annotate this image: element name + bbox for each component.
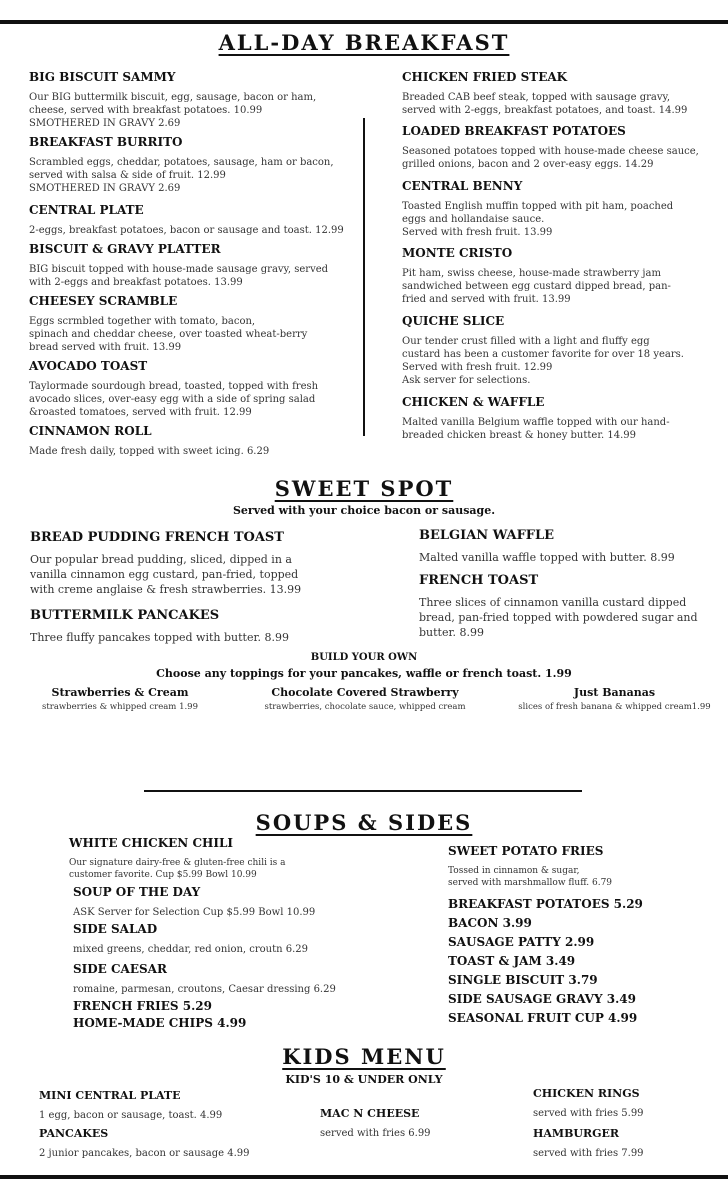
topping-name: Just Bananas: [573, 686, 656, 699]
top-border: [0, 20, 728, 24]
item-name: AVOCADO TOAST: [29, 359, 148, 373]
build-your-own-subtitle: Choose any toppings for your pancakes, waffle or french toast. 1.99: [156, 667, 572, 680]
menu-item: [402, 124, 722, 171]
item-desc: mixed greens, cheddar, red onion, croutn 6.29: [73, 944, 309, 955]
side-item: SINGLE BISCUIT 3.79: [448, 973, 598, 987]
item-name: BUTTERMILK PANCAKES: [30, 608, 220, 623]
item-desc: served with fries 6.99: [320, 1128, 431, 1139]
item-name: BELGIAN WAFFLE: [419, 528, 555, 543]
item-desc: Toasted English muffin topped with pit ham, poached eggs and hollandaise sauce. Served with fresh fruit. 13.99: [402, 201, 674, 238]
item-desc: served with fries 5.99: [533, 1108, 644, 1119]
side-item: HOME-MADE CHIPS 4.99: [73, 1016, 247, 1030]
item-name: WHITE CHICKEN CHILI: [69, 836, 234, 850]
item-desc: Our BIG buttermilk biscuit, egg, sausage, bacon or ham, cheese, served with breakfast potatoes. 10.99 SMOTHERED IN GRAVY 2.69: [29, 92, 317, 129]
side-item: BREAKFAST POTATOES 5.29: [448, 897, 643, 911]
item-name: MONTE CRISTO: [402, 246, 513, 260]
menu-item: [29, 294, 359, 354]
item-name: BREAD PUDDING FRENCH TOAST: [30, 530, 284, 545]
menu-item: [30, 530, 360, 597]
item-name: MINI CENTRAL PLATE: [39, 1089, 181, 1102]
item-name: BISCUIT & GRAVY PLATTER: [29, 242, 221, 256]
item-name: FRENCH TOAST: [419, 573, 539, 588]
menu-item: [419, 528, 724, 565]
menu-item: [320, 1107, 500, 1140]
bottom-border: [0, 1175, 728, 1179]
topping-name: Chocolate Covered Strawberry: [271, 686, 459, 699]
menu-item: [533, 1127, 713, 1160]
item-name: PANCAKES: [39, 1127, 109, 1140]
menu-item: [73, 885, 393, 919]
item-desc: Three slices of cinnamon vanilla custard dipped bread, pan-fried topped with powdered sugar and butter. 8.99: [419, 596, 698, 639]
menu-item: [73, 962, 393, 996]
item-name: CHICKEN FRIED STEAK: [402, 70, 568, 84]
item-desc: served with fries 7.99: [533, 1148, 644, 1159]
menu-item: [402, 179, 722, 239]
side-item: SAUSAGE PATTY 2.99: [448, 935, 595, 949]
item-desc: Eggs scrmbled together with tomato, bacon, spinach and cheddar cheese, over toasted wheat-berry bread served with fruit. 13.99: [29, 316, 308, 353]
item-name: HAMBURGER: [533, 1127, 620, 1140]
item-desc: Pit ham, swiss cheese, house-made strawberry jam sandwiched between egg custard dipped bread, pan- fried and served with fruit. 13.99: [402, 268, 671, 305]
item-desc: Taylormade sourdough bread, toasted, topped with fresh avocado slices, over-easy egg with a side of spring salad &roasted tomatoes, served with fruit. 12.99: [29, 381, 319, 418]
item-name: BREAKFAST BURRITO: [29, 135, 183, 149]
item-name: SWEET POTATO FRIES: [448, 844, 604, 858]
item-desc: ASK Server for Selection Cup $5.99 Bowl 10.99: [73, 907, 316, 918]
menu-item: [30, 608, 360, 645]
menu-item: [29, 359, 359, 419]
menu-item: [402, 70, 722, 117]
item-name: BIG BISCUIT SAMMY: [29, 70, 176, 84]
menu-item: [419, 573, 724, 640]
item-desc: Our tender crust filled with a light and fluffy egg custard has been a customer favorite for over 18 years. Served with fresh fruit. 12.99 Ask server for selections.: [402, 336, 684, 386]
sweet-spot-subtitle: Served with your choice bacon or sausage.: [232, 504, 496, 517]
topping-option: [15, 686, 225, 712]
item-desc: Malted vanilla Belgium waffle topped with our hand- breaded chicken breast & honey butter. 14.99: [402, 417, 670, 441]
item-desc: Three fluffy pancakes topped with butter. 8.99: [30, 631, 289, 644]
soups-sides-title: SOUPS & SIDES: [255, 810, 473, 835]
menu-item: [29, 135, 359, 195]
menu-item: [448, 844, 718, 889]
item-desc: 2 junior pancakes, bacon or sausage 4.99: [39, 1148, 250, 1159]
topping-option: [250, 686, 480, 712]
item-desc: romaine, parmesan, croutons, Caesar dressing 6.29: [73, 984, 336, 995]
menu-item: [73, 922, 393, 956]
side-item: BACON 3.99: [448, 916, 532, 930]
sweet-spot-title: SWEET SPOT: [274, 476, 454, 501]
item-desc: Malted vanilla waffle topped with butter. 8.99: [419, 551, 675, 564]
section-divider: [144, 790, 582, 792]
item-desc: BIG biscuit topped with house-made sausage gravy, served with 2-eggs and breakfast potatoes. 13.99: [29, 264, 329, 288]
topping-desc: strawberries & whipped cream 1.99: [42, 702, 198, 712]
item-desc: Scrambled eggs, cheddar, potatoes, sausage, ham or bacon, served with salsa & side of fruit. 12.99 SMOTHERED IN GRAVY 2.69: [29, 157, 334, 194]
menu-item: [39, 1089, 299, 1122]
kids-menu-title: KIDS MENU: [282, 1044, 446, 1069]
item-name: CHEESEY SCRAMBLE: [29, 294, 178, 308]
topping-option: [507, 686, 722, 712]
item-desc: Seasoned potatoes topped with house-made cheese sauce, grilled onions, bacon and 2 over-easy eggs. 14.29: [402, 146, 699, 170]
item-desc: Tossed in cinnamon & sugar, served with marshmallow fluff. 6.79: [448, 866, 613, 888]
menu-item: [69, 836, 389, 881]
item-name: CINNAMON ROLL: [29, 424, 152, 438]
menu-item: [39, 1127, 299, 1160]
item-name: SIDE SALAD: [73, 922, 158, 936]
item-desc: 2-eggs, breakfast potatoes, bacon or sausage and toast. 12.99: [29, 225, 344, 236]
side-item: SIDE SAUSAGE GRAVY 3.49: [448, 992, 636, 1006]
topping-desc: strawberries, chocolate sauce, whipped cream: [264, 702, 466, 712]
topping-desc: slices of fresh banana & whipped cream1.99: [518, 702, 711, 712]
menu-item: [29, 242, 359, 289]
side-item: TOAST & JAM 3.49: [448, 954, 576, 968]
item-name: LOADED BREAKFAST POTATOES: [402, 124, 626, 138]
menu-item: [29, 203, 359, 237]
side-item: FRENCH FRIES 5.29: [73, 999, 212, 1013]
menu-item: [533, 1087, 713, 1120]
item-desc: Made fresh daily, topped with sweet icing. 6.29: [29, 446, 270, 457]
item-name: CENTRAL PLATE: [29, 203, 144, 217]
column-divider: [363, 118, 365, 436]
menu-item: [402, 246, 722, 306]
item-name: MAC N CHEESE: [320, 1107, 420, 1120]
item-name: SOUP OF THE DAY: [73, 885, 201, 899]
menu-item: [402, 395, 722, 442]
item-name: CHICKEN RINGS: [533, 1087, 640, 1100]
item-name: SIDE CAESAR: [73, 962, 167, 976]
item-name: CENTRAL BENNY: [402, 179, 523, 193]
build-your-own-title: BUILD YOUR OWN: [310, 652, 418, 663]
topping-name: Strawberries & Cream: [51, 686, 189, 699]
side-item: SEASONAL FRUIT CUP 4.99: [448, 1011, 638, 1025]
menu-item: [29, 70, 359, 130]
item-desc: Our signature dairy-free & gluten-free chili is a customer favorite. Cup $5.99 Bowl 10.99: [69, 858, 286, 880]
item-desc: Our popular bread pudding, sliced, dipped in a vanilla cinnamon egg custard, pan-fried, topped with creme anglaise & fresh strawberries. 13.99: [30, 553, 302, 596]
breakfast-title: ALL-DAY BREAKFAST: [218, 30, 510, 55]
item-name: CHICKEN & WAFFLE: [402, 395, 545, 409]
kids-menu-subtitle: KID'S 10 & UNDER ONLY: [285, 1073, 443, 1086]
menu-item: [402, 314, 722, 387]
item-desc: Breaded CAB beef steak, topped with sausage gravy, served with 2-eggs, breakfast potatoes, and toast. 14.99: [402, 92, 688, 116]
item-name: QUICHE SLICE: [402, 314, 505, 328]
menu-item: [29, 424, 359, 458]
item-desc: 1 egg, bacon or sausage, toast. 4.99: [39, 1110, 223, 1121]
